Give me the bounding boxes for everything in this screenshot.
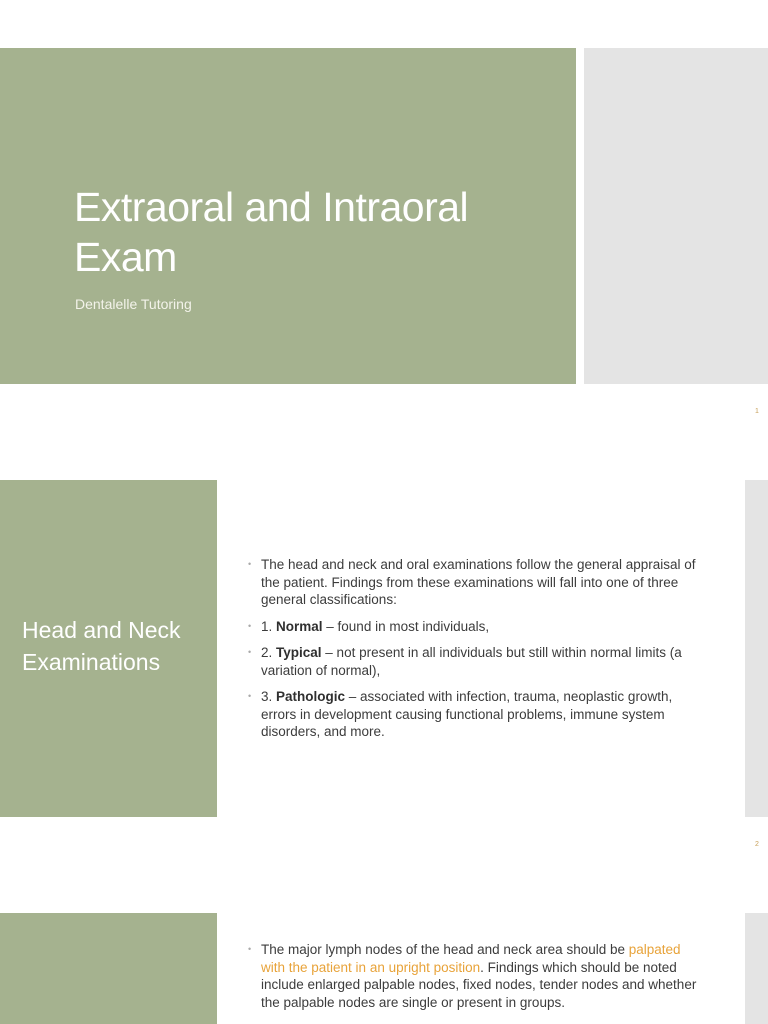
side-panel <box>745 480 768 817</box>
title-panel <box>0 913 217 1024</box>
bullet-lead: 3. <box>261 689 277 704</box>
bullet-list <box>248 941 708 1020</box>
side-panel <box>745 913 768 1024</box>
bullet-text: – associated with infection, trauma, neoplastic growth, errors in development causing functional problems, immune system disorders, and more. <box>261 689 673 739</box>
bullet-term: Pathologic <box>276 689 346 704</box>
bullet-item <box>248 644 708 679</box>
highlighted-text: palpated with the patient in an upright position <box>261 942 681 975</box>
slide-title: Head and Neck Examinations <box>22 617 181 675</box>
bullet-item <box>248 941 708 1011</box>
slide-subtitle: Dentalelle Tutoring <box>75 296 192 312</box>
bullet-text: – found in most individuals, <box>322 618 490 634</box>
slide-3 <box>0 913 768 1024</box>
side-panel <box>584 48 768 384</box>
slide-2 <box>0 480 768 848</box>
bullet-item <box>248 556 708 609</box>
bullet-text: The head and neck and oral examinations follow the general appraisal of the patient. Findings from these examinations will fall into one of three general classifications: <box>261 557 696 607</box>
bullet-lead: 1. <box>261 618 277 634</box>
bullet-item <box>248 688 708 741</box>
bullet-text: – not present in all individuals but still within normal limits (a variation of normal), <box>261 645 682 678</box>
bullet-lead: 2. <box>261 645 277 660</box>
bullet-list <box>248 556 708 750</box>
bullet-term: Typical <box>276 645 322 660</box>
bullet-text: The major lymph nodes of the head and neck area should be <box>261 942 629 957</box>
bullet-term: Normal <box>276 618 323 634</box>
slide-number: 2 <box>755 841 759 848</box>
bullet-text: . Findings which should be noted include enlarged palpable nodes, fixed nodes, tender nodes and whether the palpable nodes are single or present in groups. <box>261 959 697 1010</box>
slide-1 <box>0 48 768 415</box>
bullet-item <box>248 618 708 636</box>
slide-number: 1 <box>755 408 759 415</box>
slide-title: Extraoral and Intraoral Exam <box>74 184 469 280</box>
